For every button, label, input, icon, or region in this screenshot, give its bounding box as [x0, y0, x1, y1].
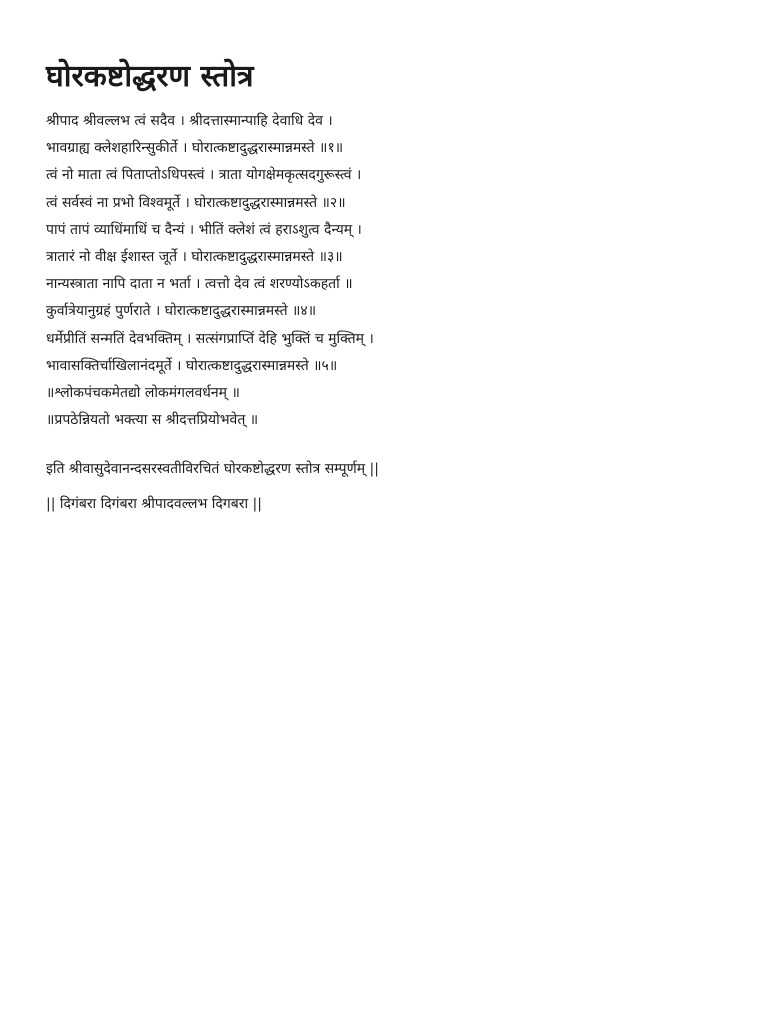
verse-line: भावग्राह्य क्लेशहारिन्सुकीर्ते । घोरात्कष्टादुद्धरास्मान्नमस्ते ॥१॥	[46, 140, 344, 157]
verse-line: धर्मेप्रीतिं सन्मतिं देवभक्तिम् । सत्संगप्राप्तिं देहि भुक्तिं च मुक्तिम् ।	[46, 330, 374, 347]
verse-line: ॥प्रपठेन्नियतो भक्त्या स श्रीदत्तप्रियोभवेत् ॥	[46, 412, 259, 429]
verse-line: ॥श्लोकपंचकमेतद्यो लोकमंगलवर्धनम् ॥	[46, 385, 240, 402]
verse-line: भावासक्तिर्चाखिलानंदमूर्ते । घोरात्कष्टादुद्धरास्मान्नमस्ते ॥५॥	[46, 357, 338, 374]
verse-line: नान्यस्त्राता नापि दाता न भर्ता । त्वत्तो देव त्वं शरण्योऽकहर्ता ॥	[46, 276, 353, 293]
colophon: इति श्रीवासुदेवानन्दसरस्वतीविरचितं घोरकष्टोद्धरण स्तोत्र सम्पूर्णम् ||	[46, 461, 379, 478]
verse-line: त्वं नो माता त्वं पिताप्तोऽधिपस्त्वं । त्राता योगक्षेमकृत्सदगुरूस्त्वं ।	[46, 167, 362, 184]
verse-line: श्रीपाद श्रीवल्लभ त्वं सदैव । श्रीदत्तास्मान्पाहि देवाधि देव ।	[46, 113, 333, 129]
closing-line: || दिगंबरा दिगंबरा श्रीपादवल्लभ दिगबरा ||	[46, 496, 262, 513]
verse-line: त्वं सर्वस्वं ना प्रभो विश्वमूर्ते । घोरात्कष्टादुद्धरास्मान्नमस्ते ॥२॥	[46, 194, 346, 211]
verse-line: पापं तापं व्याधिंमाधिं च दैन्यं । भीतिं क्लेशं त्वं हराऽशुत्व दैन्यम् ।	[46, 221, 362, 238]
document-page	[46, 54, 736, 518]
stotra-verses	[46, 108, 736, 434]
verse-line: त्रातारं नो वीक्ष ईशास्त जूर्ते । घोरात्कष्टादुद्धरास्मान्नमस्ते ॥३॥	[46, 249, 343, 266]
page-title: घोरकष्टोद्धरण स्तोत्र	[46, 59, 254, 94]
verse-line: कुर्वात्रेयानुग्रहं पुर्णराते । घोरात्कष्टादुद्धरास्मान्नमस्ते ॥४॥	[46, 303, 317, 320]
